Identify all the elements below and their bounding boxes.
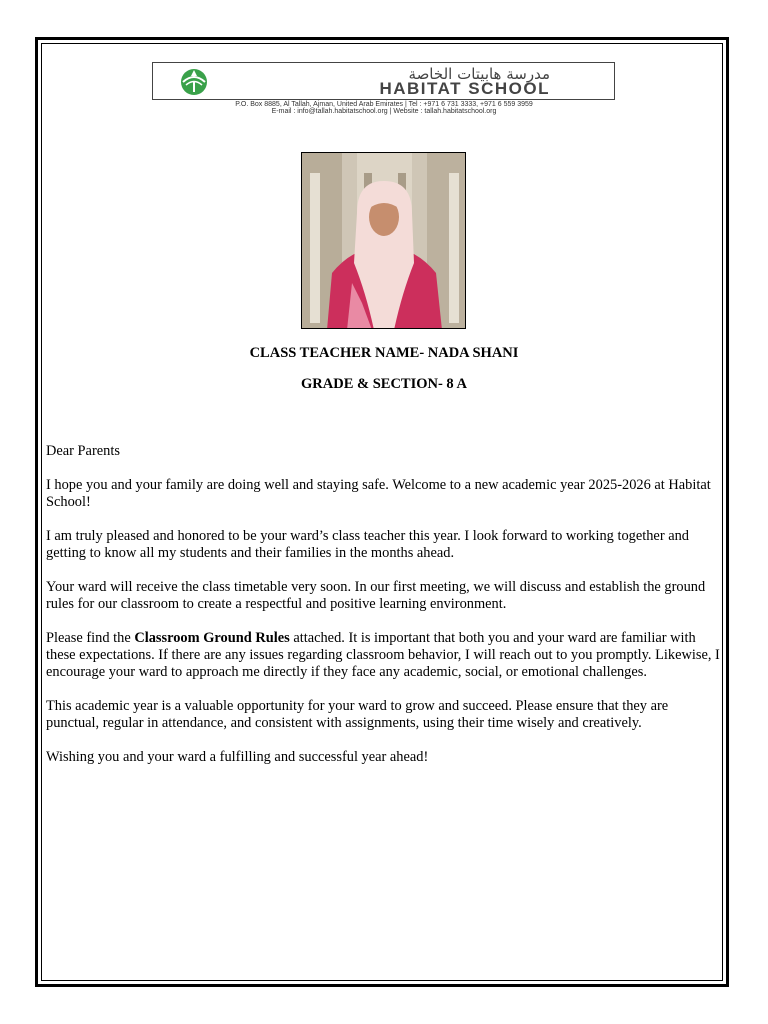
class-teacher-name: CLASS TEACHER NAME- NADA SHANI	[249, 345, 519, 361]
grade-section: GRADE & SECTION- 8 A	[301, 376, 467, 392]
paragraph-timetable: Your ward will receive the class timetable very soon. In our first meeting, we will discuss and establish the ground rules for our classroom to create a respectful and positive learning environment.	[46, 579, 706, 612]
paragraph-expectations: This academic year is a valuable opportunity for your ward to grow and succeed. Please ensure that they are punctual, regular in attendance, and consistent with assignments, using their time wisely and creatively.	[46, 698, 669, 731]
habitat-tree-logo-icon	[177, 68, 211, 96]
ground-rules-text: attached. It is important that both you and your ward are familiar with these expectations. If there are any issues regarding classroom behavior, I will reach out to you promptly. Likewise, I encourage your ward to approach me directly if they face any academic, social, or emotional challenges.	[46, 630, 720, 680]
paragraph-ground-rules	[46, 630, 722, 681]
school-address: P.O. Box 8885, Al Tallah, Ajman, United Arab Emirates | Tel : +971 6 731 3333, +971 6 559 3959	[235, 101, 533, 108]
school-name-arabic: مدرسة هابيتات الخاصة	[408, 65, 550, 83]
teacher-portrait-icon	[302, 153, 466, 329]
closing-line: Wishing you and your ward a fulfilling and successful year ahead!	[46, 749, 429, 765]
paragraph-welcome: I hope you and your family are doing well and staying safe. Welcome to a new academic year 2025-2026 at Habitat School!	[46, 477, 711, 510]
school-name: HABITAT SCHOOL	[379, 79, 550, 98]
salutation: Dear Parents	[46, 443, 120, 459]
ground-rules-intro: Please find the	[46, 630, 135, 646]
letter-body	[46, 443, 722, 783]
paragraph-introduction: I am truly pleased and honored to be your ward’s class teacher this year. I look forward to working together and getting to know all my students and their families in the months ahead.	[46, 528, 689, 561]
school-email-website: E-mail : info@tallah.habitatschool.org | Website : tallah.habitatschool.org	[271, 108, 497, 115]
school-letterhead	[152, 62, 615, 100]
teacher-photo	[301, 152, 466, 329]
ground-rules-title: Classroom Ground Rules	[134, 630, 290, 646]
